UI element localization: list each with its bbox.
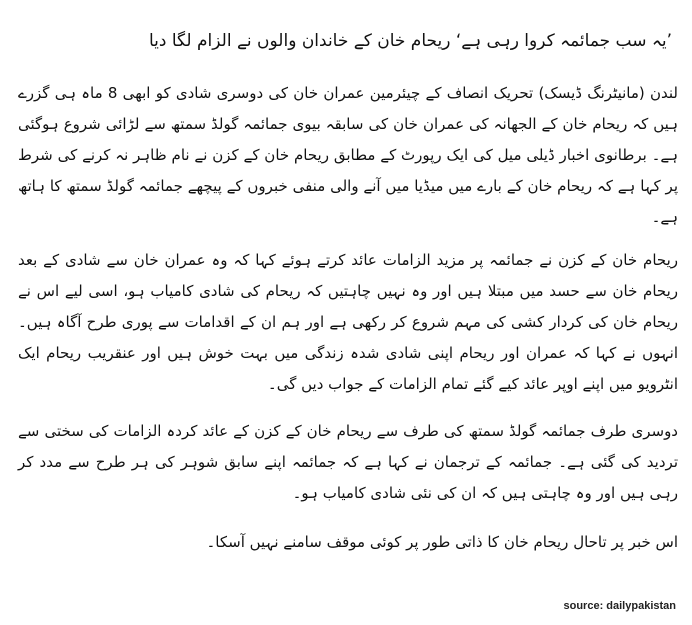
article-headline: ’یہ سب جمائمہ کروا رہی ہے‘ ریحام خان کے خاندان والوں نے الزام لگا دیا <box>148 31 672 51</box>
article-paragraph-3: دوسری طرف جمائمہ گولڈ سمتھ کی طرف سے ریحام خان کے کزن کے عائد کردہ الزامات کی سختی سے تردید کی گئی ہے۔ جمائمہ کے ترجمان نے کہا ہے کہ جمائمہ اپنے سابق شوہر کی ہر طرح سے مدد کر رہی ہیں اور وہ چاہتی ہیں کہ ان کی نئی شادی کامیاب ہو۔ <box>18 422 678 502</box>
article-paragraph-1: لندن (مانیٹرنگ ڈیسک) تحریک انصاف کے چیئرمین عمران خان کی دوسری شادی کو ابھی 8 ماہ ہی گزرے ہیں کہ ریحام خان کے الجھانہ کی عمران خان کی سابقہ بیوی جمائمہ گولڈ سمتھ سے لڑائی شروع ہوگئی ہے۔ برطانوی اخبار ڈیلی میل کی ایک رپورٹ کے مطابق ریحام خان کے کزن نے نام ظاہر نہ کرنے کی شرط پر کہا ہے کہ ریحام خان کے بارے میں میڈیا میں آنے والی منفی خبروں کے پیچھے جمائمہ گولڈ سمتھ کا ہاتھ ہے۔ <box>18 84 678 226</box>
source-credit: source: dailypakistan <box>563 600 676 612</box>
article-paragraph-2: ریحام خان کے کزن نے جمائمہ پر مزید الزامات عائد کرتے ہوئے کہا کہ وہ عمران خان سے شادی کے بعد ریحام خان سے حسد میں مبتلا ہیں اور وہ نہیں چاہتیں کہ ریحام کی شادی کامیاب ہو، اسی لیے اس نے ریحام خان کی کردار کشی کی مہم شروع کر رکھی ہے اور ہم ان کے اقدامات سے پوری طرح آگاہ ہیں۔ انہوں نے کہا کہ عمران اور ریحام اپنی شادی شدہ زندگی میں بہت خوش ہیں اور عنقریب ریحام ایک انٹرویو میں اپنے اوپر عائد کیے گئے تمام الزامات کے جواب دیں گی۔ <box>18 251 678 393</box>
article-paragraph-4: اس خبر پر تاحال ریحام خان کا ذاتی طور پر کوئی موقف سامنے نہیں آسکا۔ <box>206 533 678 551</box>
